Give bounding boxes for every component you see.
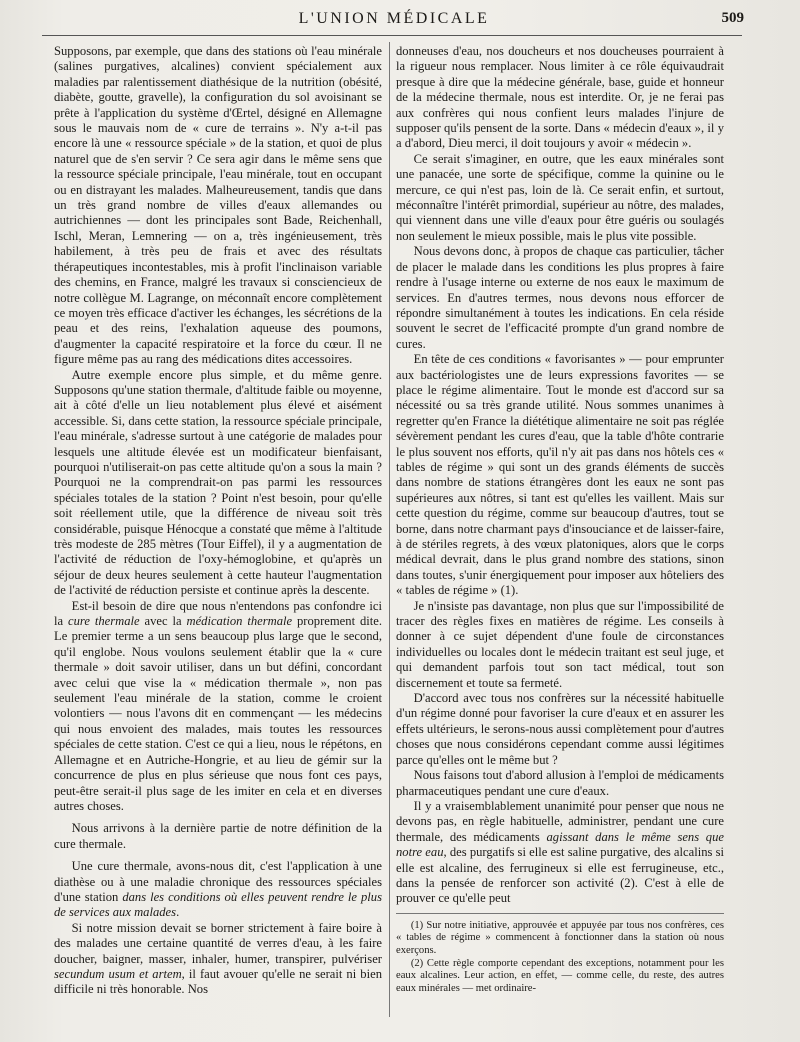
page-number: 509 [721,10,744,26]
italic-phrase: secundum usum et artem [54,966,182,981]
paragraph: Une cure thermale, avons-nous dit, c'est l'application à une diathèse ou à une maladie chronique des ressources spéciales d'une station dans les conditions où elles peuvent rendre le plus de services aux malades. [54,859,382,920]
footnotes [396,913,724,996]
italic-phrase: dans les conditions où elles peuvent rendre le plus de services aux malades [54,889,382,920]
page-header [44,10,744,32]
italic-term: médication thermale [186,614,293,629]
italic-phrase: agissant dans le même sens que notre eau [396,829,724,860]
paragraph: Supposons, par exemple, que dans des stations où l'eau minérale (salines purgatives, alcalines) convient spécialement aux maladies par ralentissement diathésique de la nutrition (obésité, diabète, goutte, gravelle), la configuration du sol avoisinant se prête à l'application du système d'Œrtel, désigné en Allemagne sous le mauvais nom de « cure de terrains ». N'y a-t-il pas encore là une « ressource spéciale » de la station, et quoi de plus naturel que de s'en servir ? Ce sera agir dans le même sens que la ressource spéciale principale, l'eau minérale, tout en occupant ou en distrayant les malades. Malheureusement, tandis que dans un très grand nombre de villes d'eaux allemandes ou autrichiennes — dont les principales sont Bade, Reichenhall, Ischl, Meran, Lemnering — on a, très ingénieusement, très habilement, à très peu de frais et avec des résultats thérapeutiques incontestables, mis à profit l'inclinaison variable des chemins, en France, malgré les travaux si consciencieux de notre collègue M. Lagrange, on méconnaît encore complètement ce moyen très efficace d'activer les échanges, les sécrétions de la peau et des reins, l'exhalation aqueuse des poumons, d'augmenter la capacité respiratoire et la force du cœur. Il ne figure même pas au rang des médications dites accessoires. [54,44,382,367]
italic-term: cure thermale [68,614,140,629]
right-column [396,44,724,995]
column-divider [389,42,390,1017]
paragraph: Il y a vraisemblablement unanimité pour penser que nous ne devons pas, en règle habituelle, administrer, pendant une cure thermale, des médicaments agissant dans le même sens que notre eau, des purgatifs si elle est saline purgative, des alcalins si elle est alcaline, des ferrugineux si elle est ferrugineuse, etc., dans la pensée de renforcer son activité (2). C'est à elle de prouver ce qu'elle peut [396,798,724,906]
paragraph: En tête de ces conditions « favorisantes » — pour emprunter aux bactériologistes une de leurs expressions favorites — se place le régime alimentaire. Tout le monde est d'accord sur sa nécessité ou sa très grande utilité. Nous sommes unanimes à regretter qu'en France la diététique alimentaire ne soit pas réglée sévèrement pendant les cures d'eau, que la table d'hôte contrarie le plus souvent nos efforts, qu'il n'y ait pas dans nos hôtels ces « tables de régime » qui sont un des grands éléments de succès dans nombre de stations étrangères dont les eaux ne sont pas supérieures aux nôtres, si tant est qu'elles les vaillent. Mais sur cette question du régime, comme sur beaucoup d'autres, tout se borne, dans notre charmant pays d'insouciance et de laisser-faire, à de stériles regrets, à des vœux platoniques, alors que le corps médical devrait, dans le plus grand nombre des stations, sinon dans toutes, s'unir énergiquement pour imposer aux hôteliers des « tables de régime » (1). [396,352,724,598]
paragraph: D'accord avec tous nos confrères sur la nécessité habituelle d'un régime donné pour favoriser la cure d'eaux et en assurer les effets ultérieurs, le serons-nous aussi complètement pour d'autres choses que nous considérons cependant comme aussi légitimes parce qu'elles ont le même but ? [396,691,724,767]
header-rule [42,35,742,36]
paragraph: donneuses d'eau, nos doucheurs et nos doucheuses pourraient à la rigueur nous remplacer. Nous limiter à ce rôle équivaudrait presque à dire que la médecine générale, base, guide et honneur de la médecine thermale, nous est interdite. Or, je ne ferai pas aux confrères qui nous confient leurs malades l'injure de supposer qu'ils pensent de la sorte. Dans « médecin d'eaux », il y a d'abord, Dieu merci, il doit toujours y avoir « médecin ». [396,44,724,151]
running-title: L'UNION MÉDICALE [298,10,490,27]
paragraph: Je n'insiste pas davantage, non plus que sur l'impossibilité de tracer des règles fixes en matières de régime. Les conseils à donner à ce sujet dépendent d'une foule de circonstances individuelles ou locales dont le médecin traitant est seul juge, et qui demandent parfois tout son tact médical, tout son discernement et toute sa fermeté. [396,598,724,690]
paragraph: Si notre mission devait se borner strictement à faire boire à des malades une certaine quantité de verres d'eau, à les faire doucher, baigner, masser, inhaler, humer, transpirer, pulvériser secundum usum et artem, il faut avouer qu'elle ne serait ni bien difficile ni très honorable. Nos [54,920,382,997]
left-column [54,44,382,998]
footnote: (2) Cette règle comporte cependant des exceptions, notamment pour les eaux alcalines. Leur action, en effet, — comme celle, du reste, des autres eaux minérales — met ordinaire- [396,957,724,994]
footnote: (1) Sur notre initiative, approuvée et appuyée par tous nos confrères, ces « tables de régime » commencent à fonctionner dans la station où nous exerçons. [396,919,724,956]
paragraph: Nous arrivons à la dernière partie de notre définition de la cure thermale. [54,821,382,851]
paragraph: Nous devons donc, à propos de chaque cas particulier, tâcher de placer le malade dans les conditions les plus propres à faire rendre à l'usage interne ou externe de nos eaux le maximum de services. En d'autres termes, nous devons nous efforcer de répondre simultanément à toutes les indications. En cela réside souvent le secret de l'efficacité prompte d'un grand nombre de cures. [396,244,724,351]
paragraph: Est-il besoin de dire que nous n'entendons pas confondre ici la cure thermale avec la médication thermale proprement dite. Le premier terme a un sens beaucoup plus large que le second, qu'il englobe. Nous voulons seulement établir que la « cure thermale » doit savoir utiliser, dans un but défini, concordant avec celui que vise la « médication thermale », non pas seulement l'eau minérale de la station, comme le croient volontiers — nous l'avons dit en commençant — les médecins qui nous envoient des malades, mais toutes les ressources spéciales de cette station. C'est ce qui a lieu, nous le répétons, en Allemagne et en Autriche-Hongrie, et au lieu de gémir sur la concurrence de plus en plus sérieuse que nous font ces pays, peut-être serait-il plus sage de les imiter en cela et en diverses autres choses. [54,598,383,813]
paragraph: Autre exemple encore plus simple, et du même genre. Supposons qu'une station thermale, d'altitude faible ou moyenne, ait à côté d'elle un lieu notablement plus élevé et aisément accessible. Si, dans cette station, la ressource spéciale principale, l'eau minérale, s'adresse surtout à une catégorie de malades pour lesquels une altitude élevée est un modificateur bienfaisant, pourquoi n'utiliserait-on pas cette altitude qu'on a sous la main ? Pourquoi ne la comprendrait-on pas parmi les ressources spéciales totales de la station ? Point n'est besoin, pour qu'elle soit réellement utile, que la différence de niveau soit très considérable, puisque Hénocque a constaté que même à l'altitude très modeste de 285 mètres (Tour Eiffel), il y a augmentation de l'activité de réduction de l'oxy-hémoglobine, et qu'après un séjour de deux heures seulement à cette hauteur l'augmentation de l'activité de réduction persiste et continue après la descente. [54,367,382,598]
paragraph: Nous faisons tout d'abord allusion à l'emploi de médicaments pharmaceutiques pendant une cure d'eaux. [396,768,724,798]
paragraph: Ce serait s'imaginer, en outre, que les eaux minérales sont une panacée, une sorte de spécifique, comme la quinine ou le mercure, ce qui n'est pas, loin de là. Ce serait enfin, et surtout, méconnaître l'intérêt primordial, supérieur au nôtre, des malades, qui viennent dans une ville d'eaux pour être guéris ou soulagés non seulement le mieux possible, mais le plus vite possible. [396,151,724,243]
